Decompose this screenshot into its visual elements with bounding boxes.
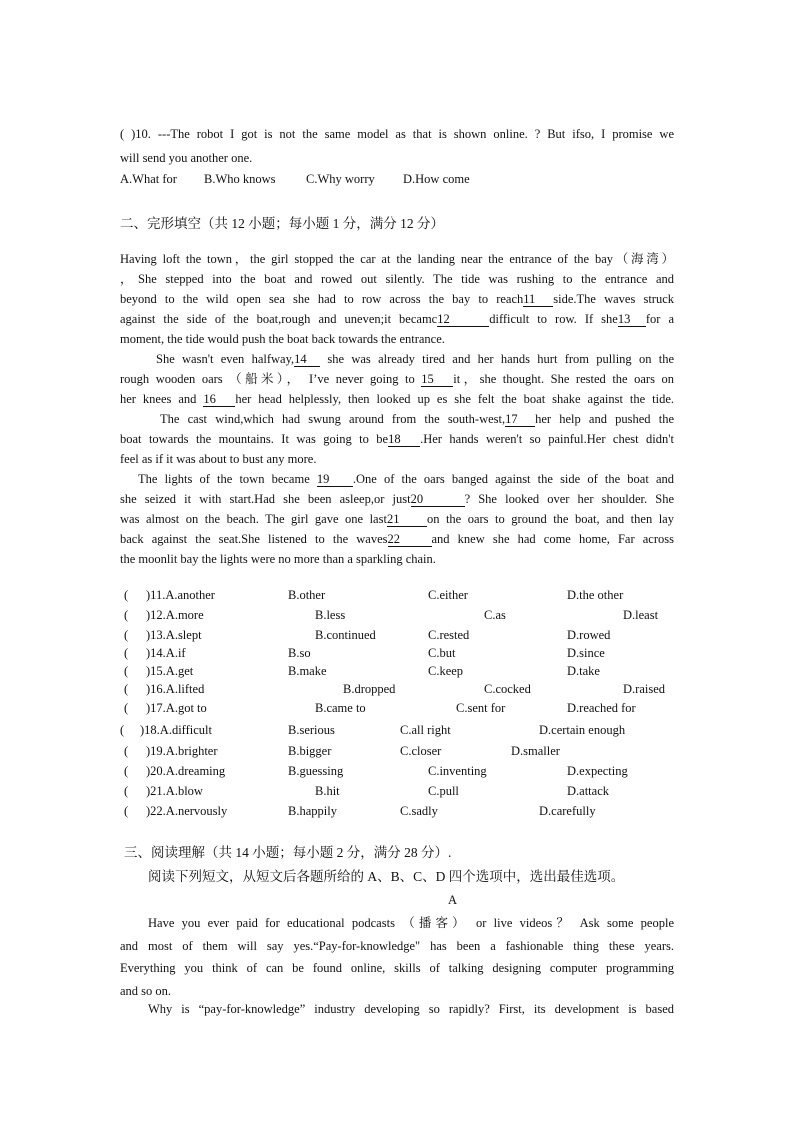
blank-15: 15 [421, 372, 453, 387]
q22-row [124, 803, 227, 819]
q15-row [124, 663, 193, 679]
passage-a-line3: Everything you think of can be found online, skills of talking designing computer programming [120, 961, 674, 975]
cloze-text: ? She looked over her shoulder. She [464, 492, 674, 506]
q17-option-b: B.came to [315, 701, 366, 715]
cloze-p4-line4 [120, 531, 674, 547]
blank-22: 22 [388, 532, 432, 547]
q12-option-c: C.as [484, 608, 506, 622]
q18-option-a: )18.A.difficult [140, 723, 212, 737]
q21-option-b: B.hit [315, 784, 340, 798]
q14-option-b: B.so [288, 646, 311, 660]
q19-row [124, 743, 218, 759]
q11-option-d: D.the other [567, 588, 624, 602]
q15-option-b: B.make [288, 664, 327, 678]
q11-row [124, 587, 215, 603]
blank-16: 16 [203, 392, 235, 407]
q11-option-c: C.either [428, 588, 468, 602]
q16-option-b: B.dropped [343, 682, 396, 696]
q16-row [124, 681, 204, 697]
q20-row [124, 763, 225, 779]
q22-option-a: )22.A.nervously [146, 804, 228, 818]
cloze-p1-line5: moment, the tide would push the boat back towards the entrance. [120, 332, 445, 346]
blank-13: 13 [618, 312, 646, 327]
q18-row [120, 722, 212, 738]
cloze-text: .Her hands weren't so painful.Her chest didn't [420, 432, 674, 446]
q11-option-a: )11.A.another [146, 588, 215, 602]
cloze-text: for a [645, 312, 674, 326]
blank-12: 12 [437, 312, 489, 327]
q14-option-a: )14.A.if [146, 646, 186, 660]
answer-paren: ( [124, 701, 129, 715]
q17-option-d: D.reached for [567, 701, 636, 715]
q10-stem-line2: will send you another one. [120, 151, 253, 165]
cloze-text: she seized it with start.Had she been asleep,or just [120, 492, 411, 506]
q20-option-a: )20.A.dreaming [146, 764, 226, 778]
answer-paren: ( [124, 804, 129, 818]
cloze-p3-line1 [160, 411, 674, 427]
cloze-text: beyond to the wild open sea she had to row across the bay to reach [120, 292, 524, 306]
q17-row [124, 700, 207, 716]
passage-label: A [448, 893, 458, 907]
q10-option-d: D.How come [403, 172, 470, 186]
q20-option-c: C.inventing [428, 764, 487, 778]
q20-option-d: D.expecting [567, 764, 628, 778]
passage-a-line2: and most of them will say yes.“Pay-for-knowledge" has been a fashionable thing these years. [120, 939, 674, 953]
q17-option-a: )17.A.got to [146, 701, 207, 715]
cloze-text: her help and pushed the [535, 412, 674, 426]
q10-option-a: A.What for [120, 172, 177, 186]
q10-stem-line1: ( )10. ---The robot I got is not the same model as that is shown online. ? But ifso, I promise we [120, 127, 674, 141]
passage-a-line5: Why is “pay-for-knowledge” industry developing so rapidly? First, its development is based [148, 1002, 674, 1016]
cloze-text: she was already tired and her hands hurt from pulling on the [320, 352, 674, 366]
cloze-text: rough wooden oars （船米）， I’ve never going to [120, 372, 422, 386]
cloze-p1-line2: ，She stepped into the boat and rowed out silently. The tide was rushing to the entrance and [120, 272, 674, 286]
section2-heading: 二、完形填空（共 12 小题；每小题 1 分，满分 12 分） [120, 216, 444, 231]
q21-option-a: )21.A.blow [146, 784, 203, 798]
cloze-text: on the oars to ground the boat, and then lay [426, 512, 674, 526]
answer-paren: ( [124, 784, 129, 798]
q19-option-d: D.smaller [511, 744, 560, 758]
q10-option-b: B.Who knows [204, 172, 276, 186]
cloze-p4-line1 [138, 471, 674, 487]
blank-21: 21 [387, 512, 427, 527]
q13-option-b: B.continued [315, 628, 376, 642]
blank-20: 20 [411, 492, 465, 507]
q21-option-c: C.pull [428, 784, 459, 798]
cloze-text: boat towards the mountains. It was going to be [120, 432, 389, 446]
blank-11: 11 [523, 292, 553, 307]
cloze-text: and knew she had come home, Far across [431, 532, 674, 546]
answer-paren: ( [124, 664, 129, 678]
q12-option-a: )12.A.more [146, 608, 204, 622]
q15-option-c: C.keep [428, 664, 464, 678]
cloze-p3-line3: feel as if it was about to bust any more. [120, 452, 317, 466]
q13-option-c: C.rested [428, 628, 470, 642]
answer-paren: ( [124, 608, 129, 622]
answer-paren: ( [124, 764, 129, 778]
cloze-text: The lights of the town became [138, 472, 317, 486]
cloze-text: difficult to row. If she [489, 312, 618, 326]
cloze-p1-line4 [120, 311, 674, 327]
section3-instruction: 阅读下列短文，从短文后各题所给的 A、B、C、D 四个选项中，选出最佳选项。 [148, 869, 625, 884]
answer-paren: ( [124, 628, 129, 642]
cloze-p4-line5: the moonlit bay the lights were no more than a sparkling chain. [120, 552, 436, 566]
q11-option-b: B.other [288, 588, 326, 602]
q14-option-d: D.since [567, 646, 605, 660]
q12-option-d: D.least [623, 608, 659, 622]
q19-option-b: B.bigger [288, 744, 332, 758]
q18-option-c: C.all right [400, 723, 451, 737]
q18-option-b: B.serious [288, 723, 335, 737]
blank-19: 19 [317, 472, 353, 487]
cloze-text: She wasn't even halfway, [156, 352, 295, 366]
answer-paren: ( [124, 682, 129, 696]
q12-option-b: B.less [315, 608, 346, 622]
q22-option-c: C.sadly [400, 804, 438, 818]
q17-option-c: C.sent for [456, 701, 506, 715]
cloze-p1-line1: Having loft the town，the girl stopped the car at the landing near the entrance of the bay（海湾） [120, 252, 674, 266]
q18-option-d: D.certain enough [539, 723, 626, 737]
answer-paren: ( [120, 723, 125, 737]
cloze-text: back against the seat.She listened to the waves [120, 532, 388, 546]
q12-row [124, 607, 204, 623]
q15-option-d: D.take [567, 664, 600, 678]
cloze-p4-line2 [120, 491, 674, 507]
q19-option-a: )19.A.brighter [146, 744, 218, 758]
cloze-text: it，she thought. She rested the oars on [453, 372, 674, 386]
q13-row [124, 627, 202, 643]
q20-option-b: B.guessing [288, 764, 344, 778]
answer-paren: ( [124, 744, 129, 758]
blank-14: 14 [294, 352, 320, 367]
q13-option-a: )13.A.slept [146, 628, 202, 642]
q16-option-d: D.raised [623, 682, 665, 696]
q22-option-b: B.happily [288, 804, 337, 818]
blank-18: 18 [388, 432, 420, 447]
q19-option-c: C.closer [400, 744, 442, 758]
q16-option-a: )16.A.lifted [146, 682, 205, 696]
cloze-p4-line3 [120, 511, 674, 527]
q21-row [124, 783, 203, 799]
q14-row [124, 645, 186, 661]
answer-paren: ( [124, 646, 129, 660]
q21-option-d: D.attack [567, 784, 609, 798]
cloze-p3-line2 [120, 431, 674, 447]
cloze-p2-line3 [120, 391, 674, 407]
cloze-text: was almost on the beach. The girl gave one last [120, 512, 387, 526]
q10-option-c: C.Why worry [306, 172, 375, 186]
cloze-p1-line3 [120, 291, 674, 307]
q16-option-c: C.cocked [484, 682, 531, 696]
cloze-text: her head helplessly, then looked up es she felt the boat shake against the tide. [235, 392, 674, 406]
q14-option-c: C.but [428, 646, 456, 660]
blank-17: 17 [505, 412, 535, 427]
q22-option-d: D.carefully [539, 804, 596, 818]
cloze-text: her knees and [120, 392, 204, 406]
q15-option-a: )15.A.get [146, 664, 194, 678]
answer-paren: ( [124, 588, 129, 602]
cloze-p2-line1 [156, 351, 674, 367]
cloze-text: .One of the oars banged against the side of the boat and [352, 472, 674, 486]
section3-heading: 三、阅读理解（共 14 小题；每小题 2 分，满分 28 分）. [124, 845, 452, 860]
cloze-text: side.The waves struck [553, 292, 674, 306]
passage-a-line1: Have you ever paid for educational podcasts （播客） or live videos？ Ask some people [148, 916, 674, 930]
passage-a-line4: and so on. [120, 984, 172, 998]
cloze-p2-line2 [120, 371, 674, 387]
cloze-text: The cast wind,which had swung around from the south-west, [160, 412, 506, 426]
cloze-text: against the side of the boat,rough and uneven;it becamc [120, 312, 438, 326]
q13-option-d: D.rowed [567, 628, 611, 642]
